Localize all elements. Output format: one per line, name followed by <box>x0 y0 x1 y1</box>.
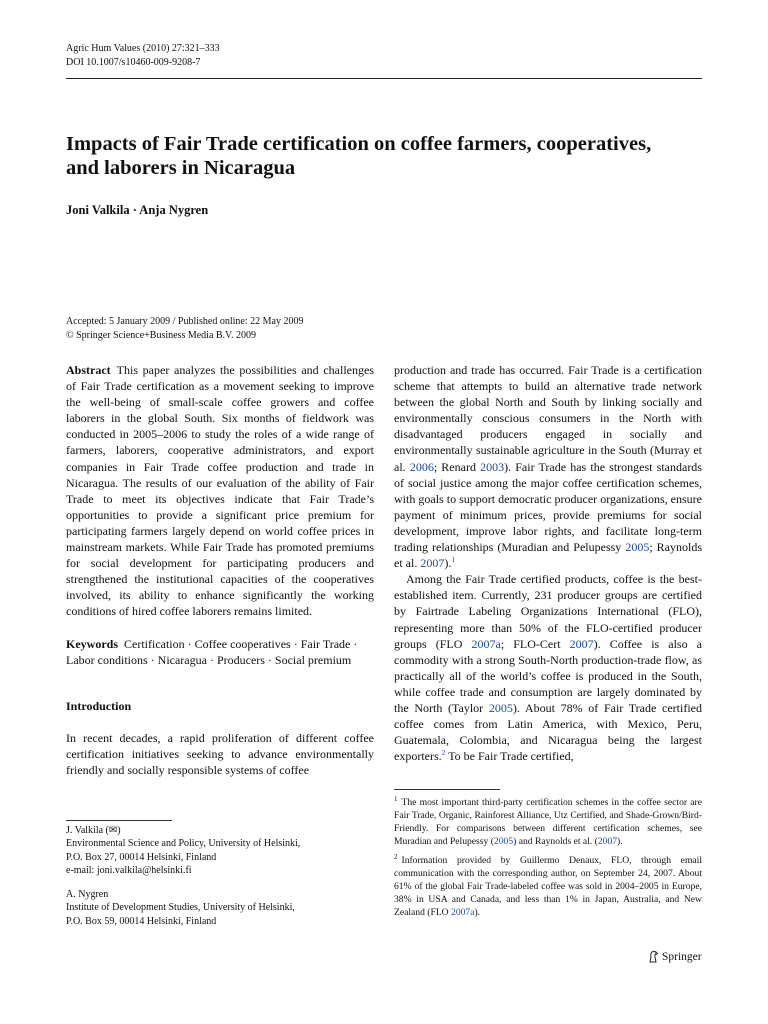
citation-link[interactable]: 2007a <box>451 906 475 918</box>
footnote-rule <box>394 789 500 790</box>
affiliation-nygren <box>66 888 366 928</box>
affiliation-line: Institute of Development Studies, University of Helsinki, <box>66 902 295 914</box>
article-title: Impacts of Fair Trade certification on coffee farmers, cooperatives, and laborers in Nicaragua <box>66 133 652 179</box>
keywords <box>66 636 374 668</box>
journal-doi[interactable]: DOI 10.1007/s10460-009-9208-7 <box>66 57 201 68</box>
text-run: ). <box>617 835 623 847</box>
affiliation-email[interactable]: e-mail: joni.valkila@helsinki.fi <box>66 865 192 877</box>
citation-link[interactable]: 2005 <box>488 700 513 715</box>
text-run: production and trade has occurred. Fair Trade is a certification scheme that attempts to build an alternative trade network between the global North and South by linking socially and environmentally conscious consumers in the North with disadvantaged producers engaged in socially and environmentally sustainable agriculture in the South (Murray et al. <box>394 363 702 474</box>
right-column <box>394 362 702 764</box>
affiliation-line: P.O. Box 27, 00014 Helsinki, Finland <box>66 851 217 863</box>
journal-meta <box>66 42 220 70</box>
text-run: The most important third-party certification schemes in the coffee sector are Fair Trade, Organic, Rainforest Alliance, Utz Certified, and Shade-Grown/Bird-Friendly. For comparisons between different certification schemes, see Muradian and Pelupessy ( <box>394 797 702 847</box>
text-run: ). <box>474 906 481 918</box>
affiliation-name: A. Nygren <box>66 889 109 900</box>
citation-link[interactable]: 2003 <box>480 459 505 474</box>
text-run: ; FLO-Cert <box>500 636 570 651</box>
abstract-heading: Abstract <box>66 363 111 377</box>
publisher-name: Springer <box>662 950 702 963</box>
keywords-text: Certification · Coffee cooperatives · Fair Trade · Labor conditions · Nicaragua · Producers · Social premium <box>66 636 358 667</box>
text-run: ). Fair Trade has the strongest standards of social justice among the major coffee certification schemes, with goals to support democratic producer organizations, ensure payment of minimum prices, provide premiums for social development, improve labor rights, and facilitate long-term trading relationships (Muradian and Pelupessy <box>394 459 702 555</box>
text-run: ). About 78% of Fair Trade certified coffee comes from Latin America, with Mexico, Peru, Guatemala, Colombia, and Nicaragua being the largest exporters. <box>394 700 702 764</box>
abstract-text: This paper analyzes the possibilities and challenges of Fair Trade certification as a movement seeking to improve the well-being of small-scale coffee growers and coffee laborers in the global South. Six months of fieldwork was conducted in 2005–2006 to study the roles of a wide range of farmers, laborers, cooperative administrators, and export companies in Fair Trade coffee production and trade in Nicaragua. The results of our evaluation of the ability of Fair Trade to meet its objectives indicate that Fair Trade’s opportunities to provide a significant price premium for participating farmers largely depend on world coffee prices in mainstream markets. While Fair Trade has promoted premiums for social development for participating producers and strengthened the institutional capacities of the cooperatives involved, its ability to enhance significantly the working conditions of hired coffee laborers remains limited. <box>66 363 374 619</box>
text-run: ; Raynolds et al. <box>394 540 703 571</box>
copyright-line: © Springer Science+Business Media B.V. 2009 <box>66 329 256 341</box>
text-run: Information provided by Guillermo Denaux, FLO, through email communication with the corresponding author, on September 24, 2007. About 61% of the global Fair Trade-labeled coffee was sold in 2004–2005 in Europe, 38% in USA and Canada, and less than 1% in Japan, Australia, and New Zealand (FLO <box>394 855 702 918</box>
introduction-heading: Introduction <box>66 698 132 713</box>
citation-link[interactable]: 2005 <box>625 540 650 555</box>
citation-link[interactable]: 2007 <box>420 556 445 571</box>
affiliation-name: J. Valkila (✉) <box>66 825 121 836</box>
left-column <box>66 362 374 778</box>
text-run: ). Coffee is also a commodity with a strong South-North production-trade flow, as practically all of the world’s coffee is produced in the South, while coffee trade and consumption are largely dominated by the North (Taylor <box>394 636 702 715</box>
introduction-paragraph-2 <box>394 571 702 764</box>
header-rule <box>66 78 702 79</box>
springer-horse-icon <box>648 950 659 963</box>
keywords-heading: Keywords <box>66 636 118 651</box>
footnote-2 <box>394 851 702 919</box>
footnote-ref[interactable]: 1 <box>451 555 456 565</box>
publisher-logo <box>648 950 702 963</box>
publication-dates <box>66 315 303 342</box>
text-run: ; Renard <box>433 459 481 474</box>
text-run: ) and Raynolds et al. ( <box>513 835 598 847</box>
affiliation-line: P.O. Box 59, 00014 Helsinki, Finland <box>66 915 217 927</box>
affiliation-valkila <box>66 824 366 878</box>
accepted-published-line: Accepted: 5 January 2009 / Published online: 22 May 2009 <box>66 316 304 327</box>
citation-link[interactable]: 2007a <box>471 636 501 651</box>
citation-link[interactable]: 2006 <box>409 459 434 474</box>
citation-link[interactable]: 2007 <box>597 835 618 847</box>
footnote-number: 1 <box>394 795 398 803</box>
text-run: ). <box>444 556 452 571</box>
citation-link[interactable]: 2005 <box>493 835 514 847</box>
citation-link[interactable]: 2007 <box>569 636 594 651</box>
introduction-paragraph-1 <box>394 362 702 571</box>
footnote-ref[interactable]: 2 <box>441 748 446 758</box>
journal-citation: Agric Hum Values (2010) 27:321–333 <box>66 43 220 54</box>
footnote-1 <box>394 793 702 848</box>
text-run: To be Fair Trade certified, <box>445 749 574 764</box>
article-authors: Joni Valkila · Anja Nygren <box>66 203 209 217</box>
affiliation-rule <box>66 820 172 821</box>
affiliation-line: Environmental Science and Policy, University of Helsinki, <box>66 838 301 850</box>
footnote-number: 2 <box>394 853 398 862</box>
introduction-left-text: In recent decades, a rapid proliferation of different coffee certification initiatives seeking to advance environmentally friendly and socially responsible systems of coffee <box>66 730 374 777</box>
abstract <box>66 362 374 620</box>
footnotes <box>394 793 702 923</box>
text-run: Among the Fair Trade certified products, coffee is the best-established item. Currently, 231 producer groups are certified by Fairtrade Labeling Organizations International (FLO), representing more than 50% of the FLO-certified producer groups (FLO <box>394 572 702 651</box>
